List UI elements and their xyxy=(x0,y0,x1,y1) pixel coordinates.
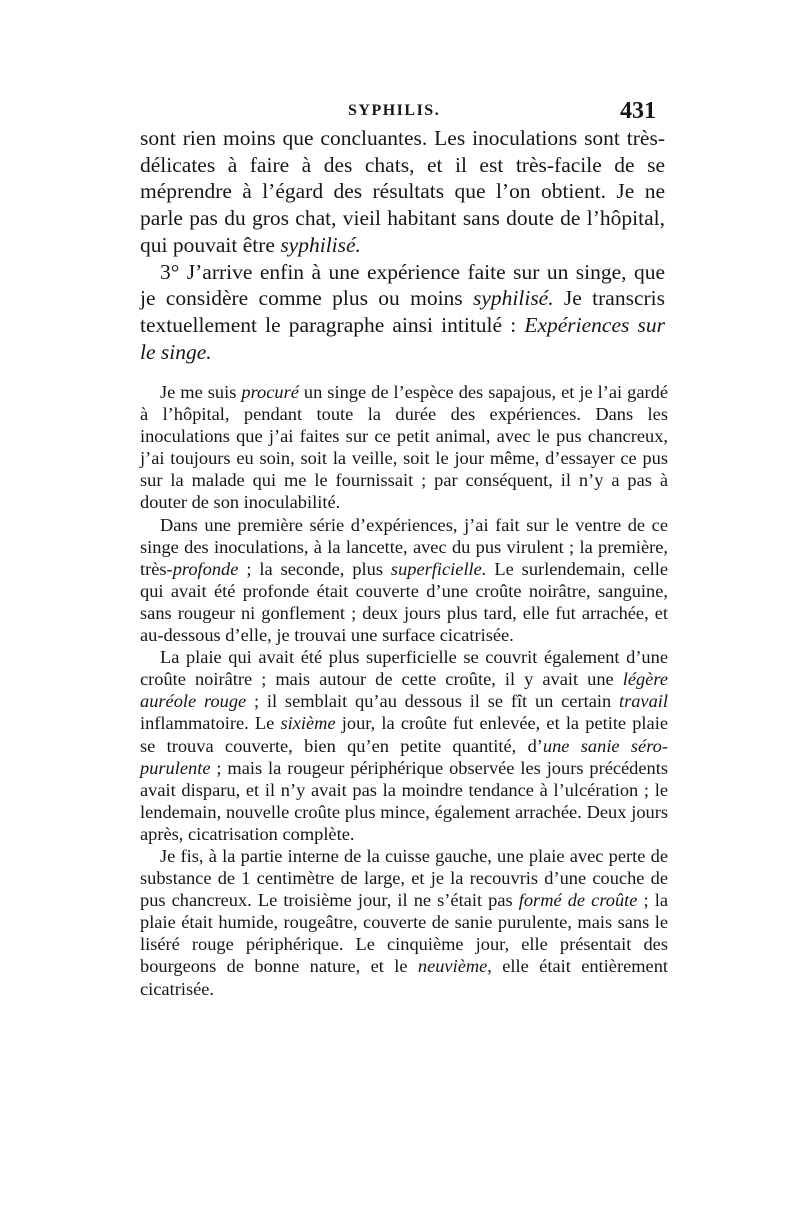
text-run: Je transcris textuellement le paragraphe ainsi intitulé : xyxy=(140,286,665,337)
italic-run: une sanie séro-purulente xyxy=(140,735,669,778)
text-run: ; la plaie était humide, rougeâtre, couverte de sanie purulente, mais sans le liséré rouge périphérique. Le cinquième jour, elle présentait des bourgeons de bonne nature, et le xyxy=(140,890,668,977)
text-run: elle était entièrement cicatrisée. xyxy=(140,956,668,999)
italic-run: profonde xyxy=(172,558,239,579)
text-run: jour, la croûte fut enlevée, et la petite plaie se trouva couverte, bien qu’en petite quantité, d’ xyxy=(140,713,668,756)
quote-paragraph-4 xyxy=(140,845,668,1000)
text-run: inflammatoire. Le xyxy=(140,713,281,734)
text-run: Je fis, à la partie interne de la cuisse gauche, une plaie avec perte de substance de 1 centimètre de large, et je la recouvris d’une couche de pus chancreux. Le troisième jour, il ne s’était pas xyxy=(140,845,668,911)
italic-run: syphilisé. xyxy=(472,286,554,311)
paragraph-monkey-intro xyxy=(140,259,665,366)
italic-run: neuvième, xyxy=(417,956,492,977)
quote-paragraph-1 xyxy=(140,381,668,514)
text-run: un singe de l’espèce des sapajous, et je l’ai gardé à l’hôpital, pendant toute la durée des expériences. Dans les inoculations que j’ai faites sur ce petit animal, avec le pus chancreux, j’ai toujours eu soin, soit la veille, soit le jour même, d’essayer ce pus sur la malade qui me le fournissait ; par conséquent, il n’y a pas à douter de son inoculabilité. xyxy=(140,382,668,513)
text-run: ; la seconde, plus xyxy=(238,558,391,579)
italic-run: travail xyxy=(618,691,669,712)
running-title: SYPHILIS. xyxy=(348,102,441,119)
quoted-experiments xyxy=(140,381,668,1000)
text-run: 3° J’arrive enfin à une expérience faite sur un singe, que je considère comme plus ou moins xyxy=(140,259,665,311)
text-run: Le surlendemain, celle qui avait été profonde était couverte d’une croûte noirâtre, sanguine, sans rougeur ni gonflement ; deux jours plus tard, elle fut arrachée, et au-dessous d’elle, je trouvai une surface cicatrisée. xyxy=(140,558,668,646)
paragraph-cats xyxy=(140,125,665,259)
page-number: 431 xyxy=(620,98,656,124)
main-text xyxy=(140,125,665,365)
text-run: ; mais la rougeur périphérique observée les jours précédents avait disparu, et il n’y avait pas la moindre tendance à l’ulcération ; le lendemain, nouvelle croûte plus mince, également arrachée. Deux jours après, cicatrisation complète. xyxy=(140,757,668,844)
italic-run: superficielle. xyxy=(390,558,487,579)
quote-paragraph-2 xyxy=(140,514,668,647)
text-run: ; il semblait qu’au dessous il se fît un certain xyxy=(246,691,619,712)
text-run: Dans une première série d’expériences, j’ai fait sur le ventre de ce singe des inoculations, à la lancette, avec du pus virulent ; la première, très- xyxy=(140,514,668,579)
italic-run: légère auréole rouge xyxy=(140,669,668,712)
text-run: La plaie qui avait été plus superficielle se couvrit également d’une croûte noirâtre ; mais autour de cette croûte, il y avait une xyxy=(140,647,668,690)
text-run: sont rien moins que concluantes. Les inoculations sont très-délicates à faire à des chats, et il est très-facile de se méprendre à l’égard des résultats que l’on obtient. Je ne parle pas du gros chat, vieil habitant sans doute de l’hôpital, qui pouvait être xyxy=(140,126,665,257)
italic-run: procuré xyxy=(241,382,299,402)
quote-paragraph-3 xyxy=(140,646,668,845)
italic-run: formé de croûte xyxy=(518,890,638,911)
italic-run: Expériences sur le singe. xyxy=(140,312,665,364)
text-run: Je me suis xyxy=(160,382,242,402)
italic-run: sixième xyxy=(280,713,336,734)
italic-run: syphilisé. xyxy=(280,232,361,257)
